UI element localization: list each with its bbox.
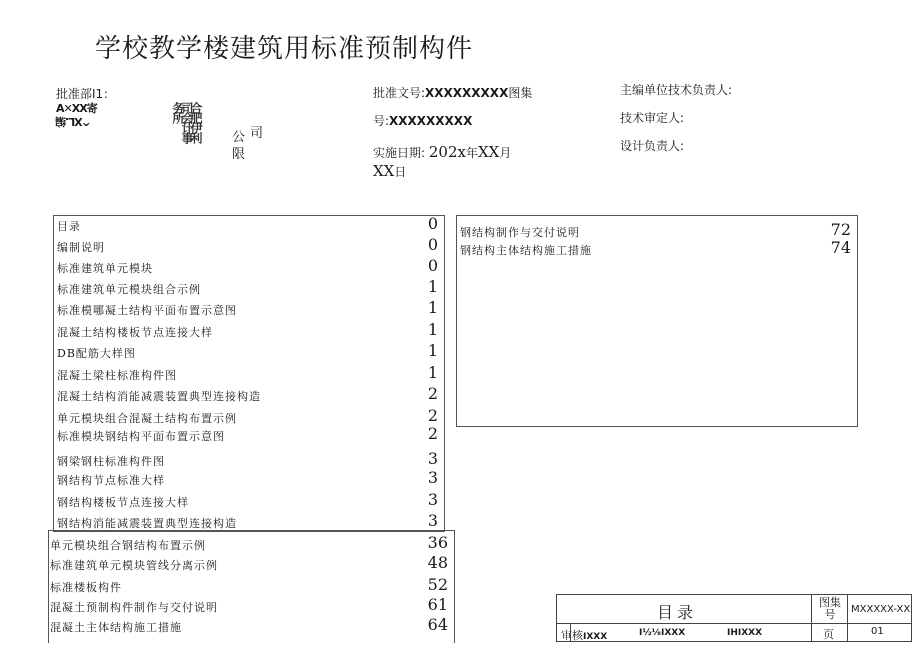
toc-page: 3 xyxy=(427,468,438,487)
toc-label: 混凝土结构消能减震装置典型连接构造 xyxy=(57,390,261,403)
toc-label: 钢梁钢柱标准构件图 xyxy=(57,455,165,468)
approval-dept-label: 批准部I1： xyxy=(56,87,116,101)
toc-row xyxy=(54,279,444,299)
toc-row xyxy=(54,492,444,512)
toc-row xyxy=(54,365,444,385)
toc-page: 72 xyxy=(830,220,851,239)
toc-row xyxy=(54,343,444,363)
toc-page: 1 xyxy=(427,363,438,382)
toc-page: 64 xyxy=(427,615,448,634)
toc-row xyxy=(54,300,444,320)
toc-row xyxy=(54,258,444,278)
toc-label: 混凝土主体结构施工措施 xyxy=(50,621,182,634)
toc-page: 0 xyxy=(427,256,438,275)
toc-row xyxy=(49,597,454,617)
title-block-atlas-label: 图集号 xyxy=(819,596,841,621)
toc-label: 钢结构消能减震装置典型连接构造 xyxy=(57,517,237,530)
toc-page: 2 xyxy=(427,384,438,403)
toc-row xyxy=(49,577,454,597)
atlas-label: 图集 xyxy=(508,86,533,100)
toc-label: 标准模块钢结构平面布置示意图 xyxy=(57,430,225,443)
toc-page: 36 xyxy=(427,533,448,552)
page-label: 页 xyxy=(823,628,834,641)
title-block-divider xyxy=(557,623,911,624)
toc-label: 混凝土预制构件制作与交付说明 xyxy=(50,601,218,614)
page-title: 学校教学楼建筑用标准预制构件 xyxy=(95,34,474,64)
toc-page: 52 xyxy=(427,575,448,594)
toc-label: 混凝土结构楼板节点连接大样 xyxy=(57,326,213,339)
toc-right-box xyxy=(456,215,858,427)
toc-page: 2 xyxy=(427,406,438,425)
toc-page: 3 xyxy=(427,511,438,530)
toc-row xyxy=(457,222,857,242)
title-block xyxy=(556,594,912,642)
toc-page: 0 xyxy=(427,214,438,233)
impl-date-day-unit: 日 xyxy=(394,165,407,179)
toc-row xyxy=(54,386,444,406)
atlas-no-line xyxy=(373,112,472,129)
atlas-no-value: XXXXXXXXX xyxy=(389,114,473,128)
toc-row xyxy=(54,216,444,236)
title-block-atlas-value: MXXXXX-XX xyxy=(851,604,911,615)
toc-row xyxy=(49,555,454,575)
impl-date-line xyxy=(373,143,511,161)
toc-page: 1 xyxy=(427,298,438,317)
toc-label: 单元模块组合钢结构布置示例 xyxy=(50,539,206,552)
review-line xyxy=(561,627,607,643)
toc-row xyxy=(54,322,444,342)
title-block-vline-2 xyxy=(847,595,848,641)
atlas-no-label: 号: xyxy=(373,114,390,128)
toc-label: 标准建筑单元模块管线分离示例 xyxy=(50,559,218,572)
title-block-name: 目录 xyxy=(657,603,698,622)
toc-row xyxy=(49,617,454,637)
review-label: 审核 xyxy=(561,629,583,642)
page-value: 01 xyxy=(871,626,884,637)
toc-row xyxy=(54,237,444,257)
toc-label: 钢结构楼板节点连接大样 xyxy=(57,496,189,509)
toc-label: 钢结构主体结构施工措施 xyxy=(460,244,592,257)
toc-row xyxy=(457,240,857,260)
review-value: IXXX xyxy=(583,632,608,642)
approval-doc-label: 批准文号: xyxy=(373,86,426,100)
approval-doc-line xyxy=(373,84,532,101)
toc-label: 钢结构节点标准大样 xyxy=(57,474,165,487)
toc-label: 钢结构制作与交付说明 xyxy=(460,226,580,239)
toc-page: 48 xyxy=(427,553,448,572)
stacked-garbled-text: 合肥伊利司会计事务所 xyxy=(171,102,203,142)
toc-left-box xyxy=(53,215,445,532)
approval-doc-value: XXXXXXXXX xyxy=(425,86,509,100)
check-value: I½⅛IXXX xyxy=(639,628,686,638)
impl-date-month: XX xyxy=(477,143,500,161)
impl-date-day-line xyxy=(373,162,406,180)
toc-label: 标准模哪凝土结构平面布置示意图 xyxy=(57,304,237,317)
approval-dept-garbled-2: ^XL.编 xyxy=(56,115,91,128)
toc-bottom-box xyxy=(48,530,455,643)
impl-date-month-unit: 月 xyxy=(499,146,512,160)
company-char-3: 限 xyxy=(232,147,246,162)
toc-label: DB配筋大样图 xyxy=(57,347,136,360)
toc-label: 标准建筑单元模块组合示例 xyxy=(57,283,201,296)
company-char-1: 司 xyxy=(250,126,264,141)
toc-row xyxy=(49,535,454,555)
impl-date-year: 202x xyxy=(428,143,466,161)
toc-page: 1 xyxy=(427,277,438,296)
toc-page: 2 xyxy=(427,424,438,443)
tech-lead-label: 主编单位技术负责人: xyxy=(620,83,733,97)
designer-label: 设计负责人: xyxy=(620,139,685,153)
impl-date-day: XX xyxy=(373,162,395,180)
toc-label: 单元模块组合混凝土结构布置示例 xyxy=(57,412,237,425)
toc-label: 目录 xyxy=(57,220,81,233)
toc-label: 编制说明 xyxy=(57,241,105,254)
impl-date-year-unit: 年 xyxy=(465,146,478,160)
toc-page: 3 xyxy=(427,449,438,468)
toc-page: 1 xyxy=(427,341,438,360)
design-value: IHIXXX xyxy=(727,628,763,638)
toc-row xyxy=(54,426,444,446)
toc-row xyxy=(54,470,444,490)
impl-date-label: 实施日期: xyxy=(373,146,426,160)
tech-reviewer-label: 技术审定人: xyxy=(620,111,685,125)
toc-row xyxy=(54,408,444,428)
toc-page: 74 xyxy=(830,238,851,257)
company-char-2: 公 xyxy=(232,130,246,145)
toc-label: 混凝土梁柱标准构件图 xyxy=(57,369,177,382)
toc-row xyxy=(54,451,444,471)
toc-label: 标准楼板构件 xyxy=(50,581,122,594)
toc-page: 0 xyxy=(427,235,438,254)
toc-page: 3 xyxy=(427,490,438,509)
title-block-vline-1 xyxy=(811,595,812,641)
approval-dept-garbled-1: A✕XX寄 xyxy=(56,102,97,115)
toc-page: 61 xyxy=(427,595,448,614)
toc-page: 1 xyxy=(427,320,438,339)
toc-label: 标准建筑单元模块 xyxy=(57,262,153,275)
